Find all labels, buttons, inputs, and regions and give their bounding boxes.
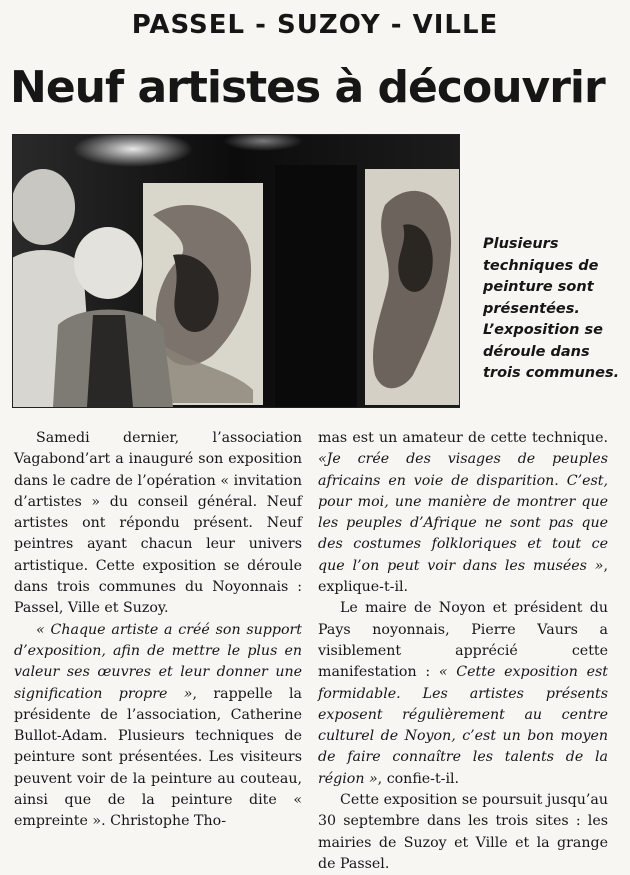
paragraph xyxy=(318,428,608,598)
quote: « Cette exposition est formidable. Les artistes présents exposent régulièrement au centre culturel de Noyon, c’est un bon moyen de faire connaître les talents de la région » xyxy=(318,664,608,787)
paragraph xyxy=(318,598,608,790)
painting-right xyxy=(365,169,459,405)
paragraph xyxy=(14,620,302,833)
quote: «Je crée des visages de peuples africains en voie de disparition. C’est, pour moi, une manière de montrer que les peuples d’Afrique ne sont pas que des costumes folkloriques et tout ce que l’on peut voir dans les musées » xyxy=(318,451,608,574)
paragraph-text: , confie-t-il. xyxy=(377,770,460,787)
article-photo xyxy=(12,134,460,408)
article-headline: Neuf artistes à découvrir xyxy=(10,62,605,113)
paragraph-text: , explique-t-il. xyxy=(318,557,608,596)
section-kicker: PASSEL - SUZOY - VILLE xyxy=(131,10,499,40)
article-column-right xyxy=(318,428,608,875)
article-column-left xyxy=(14,428,302,833)
paragraph-text: , rappelle la présidente de l’association, Catherine Bullot-Adam. Plusieurs techniques de peinture sont présentées. Les visiteurs peuvent voir de la peinture au couteau, ainsi que de la peinture dite « empreinte ». Christophe Tho- xyxy=(14,685,302,830)
paragraph-text: mas est un amateur de cette technique. xyxy=(318,430,608,446)
paragraph: Samedi dernier, l’association Vagabond’art a inauguré son exposition dans le cadre de l’opération « invitation d’artistes » du conseil général. Neuf artistes ont répondu présent. Neuf peintres ayant chacun leur univers artistique. Cette exposition se déroule dans trois communes du Noyonnais : Passel, Ville et Suzoy. xyxy=(14,430,302,617)
exhibition-photo-illustration xyxy=(13,135,459,407)
paragraph: Cette exposition se poursuit jusqu’au 30 septembre dans les trois sites : les mairies de Suzoy et Ville et la grange de Passel. xyxy=(318,792,608,872)
quote: « Chaque artiste a créé son support d’exposition, afin de mettre le plus en valeur ses œuvres et leur donner une signification propre » xyxy=(14,621,302,702)
photo-caption: Plusieurs techniques de peinture sont présentées. L’exposition se déroule dans trois communes. xyxy=(483,236,620,381)
paragraph-text: Le maire de Noyon et président du Pays noyonnais, Pierre Vaurs a visiblement apprécié cette manifestation : xyxy=(318,600,608,681)
